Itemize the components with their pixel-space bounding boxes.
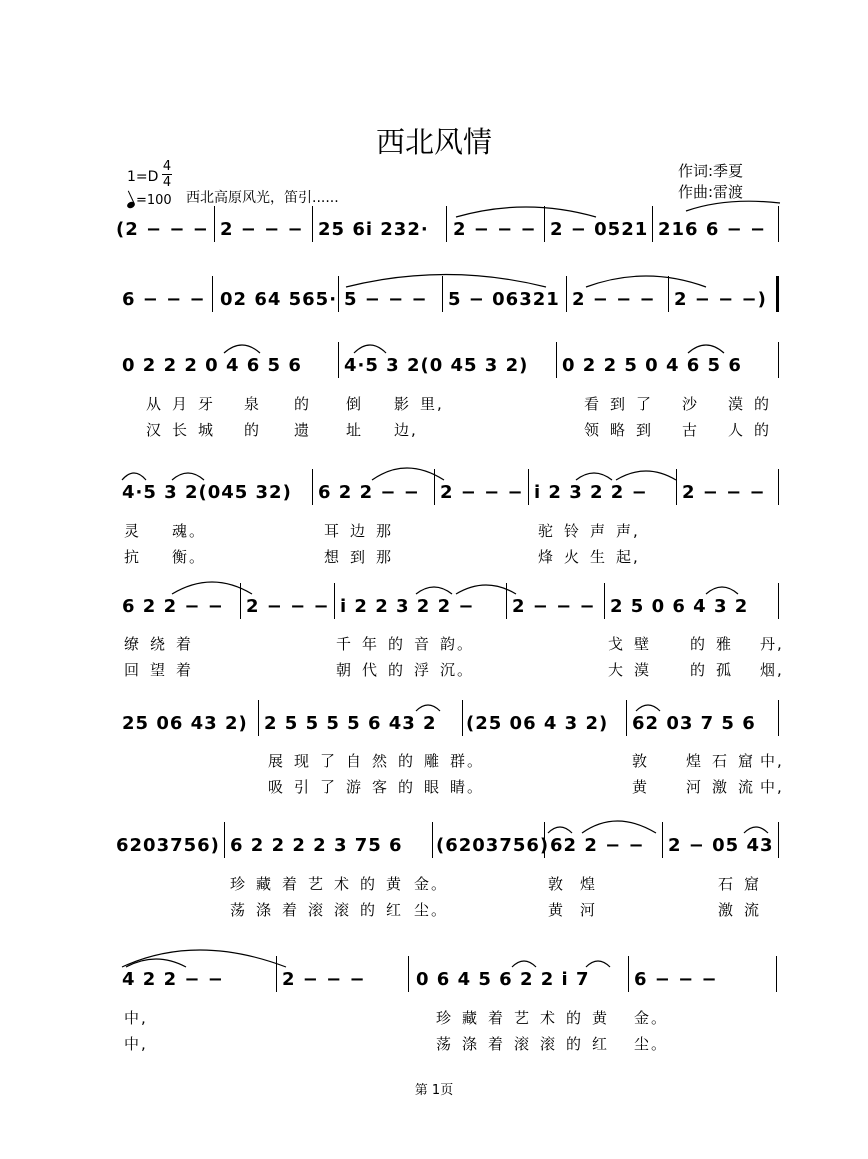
measure: 02 64 565· — [220, 289, 338, 310]
lyric-char: 煌 — [580, 875, 598, 893]
lyric-char: 滚 — [308, 901, 326, 919]
lyric-char: 敦 — [632, 752, 650, 770]
lyric-char: 涤 — [256, 901, 274, 919]
lyric-char: 中, — [124, 1035, 148, 1053]
measure: 2 − − − — [440, 482, 524, 503]
measure: 216 6 − − — [658, 219, 767, 240]
lyric-char: 的 — [566, 1035, 584, 1053]
lyric-char: 铃 — [564, 522, 582, 540]
measure: 25 06 43 2) — [122, 713, 248, 734]
lyric-char: 里, — [420, 395, 444, 413]
lyric-char: 的 — [754, 395, 772, 413]
lyric-char: 河 — [686, 778, 704, 796]
lyric-char: 荡 — [230, 901, 248, 919]
lyric-char: 金。 — [414, 875, 449, 893]
measure: 5 − − − — [344, 289, 428, 310]
lyric-char: 看 — [584, 395, 602, 413]
measure: 2 5 5 5 5 6 43 2 — [264, 713, 437, 734]
lyric-char: 丹, — [760, 635, 784, 653]
measure: 6 − − − — [634, 969, 718, 990]
lyric-char: 倒 — [346, 395, 364, 413]
lyric-char: 址 — [346, 421, 364, 439]
measure: 2 − − − — [682, 482, 766, 503]
lyric-char: 珍 — [230, 875, 248, 893]
lyric-char: 艺 — [308, 875, 326, 893]
lyric-char: 魂。 — [172, 522, 207, 540]
lyric-char: 的 — [690, 635, 708, 653]
lyric-char: 到 — [610, 395, 628, 413]
lyric-char: 韵。 — [440, 635, 475, 653]
lyric-char: 尘。 — [634, 1035, 669, 1053]
measure: i 2 2 3 2 2 − — [340, 596, 475, 617]
lyric-char: 黄 — [632, 778, 650, 796]
lyric-char: 的 — [690, 661, 708, 679]
lyric-char: 红 — [386, 901, 404, 919]
lyric-char: 从 — [146, 395, 164, 413]
lyric-char: 的 — [360, 875, 378, 893]
lyric-char: 吸 — [268, 778, 286, 796]
lyric-char: 遗 — [294, 421, 312, 439]
measure: 2 − − − — [453, 219, 537, 240]
measure: 0 6 4 5 6 2 2 i 7 — [416, 969, 590, 990]
measure: 6 − − − — [122, 289, 206, 310]
lyric-char: 城 — [198, 421, 216, 439]
lyric-char: 石 — [712, 752, 730, 770]
measure: 0 2 2 2 0 4 6 5 6 — [122, 355, 302, 376]
lyric-char: 河 — [580, 901, 598, 919]
lyric-char: 游 — [346, 778, 364, 796]
lyric-char: 烽 — [538, 548, 556, 566]
lyric-char: 艺 — [514, 1009, 532, 1027]
measure: (2 − − − — [116, 219, 209, 240]
lyric-char: 滚 — [514, 1035, 532, 1053]
measure: 62 03 7 5 6 — [632, 713, 756, 734]
lyric-char: 的 — [566, 1009, 584, 1027]
measure: 6203756) — [116, 835, 220, 856]
lyric-char: 眼 — [424, 778, 442, 796]
lyric-char: 的 — [388, 661, 406, 679]
lyric-char: 激 — [718, 901, 736, 919]
measure: 2 − − − — [246, 596, 330, 617]
lyric-char: 孤 — [716, 661, 734, 679]
song-title: 西北风情 — [375, 125, 492, 159]
lyric-char: 现 — [294, 752, 312, 770]
composer-credit: 作曲:雷渡 — [678, 183, 744, 201]
lyricist-credit: 作词:季夏 — [678, 162, 744, 180]
lyric-char: 睛。 — [450, 778, 485, 796]
lyric-char: 耳 — [324, 522, 342, 540]
lyric-char: 影 — [394, 395, 412, 413]
lyric-char: 的 — [294, 395, 312, 413]
lyric-char: 引 — [294, 778, 312, 796]
lyric-char: 珍 — [436, 1009, 454, 1027]
lyric-char: 汉 — [146, 421, 164, 439]
lyric-char: 大 — [608, 661, 626, 679]
measure: 2 5 0 6 4 3 2 — [610, 596, 749, 617]
measure: 2 − 05 43 — [668, 835, 774, 856]
lyric-char: 展 — [268, 752, 286, 770]
lyric-char: 金。 — [634, 1009, 669, 1027]
lyric-char: 然 — [372, 752, 390, 770]
lyric-char: 术 — [334, 875, 352, 893]
staff-line — [116, 219, 780, 269]
lyric-char: 边, — [394, 421, 418, 439]
lyric-char: 想 — [324, 548, 342, 566]
page-number: 第 1页 — [414, 1083, 454, 1098]
lyric-char: 声, — [616, 522, 640, 540]
lyric-char: 煌 — [686, 752, 704, 770]
lyric-char: 的 — [244, 421, 262, 439]
lyric-char: 藏 — [462, 1009, 480, 1027]
lyric-char: 泉 — [244, 395, 262, 413]
lyric-char: 的 — [388, 635, 406, 653]
lyric-char: 人 — [728, 421, 746, 439]
lyric-char: 望 — [150, 661, 168, 679]
measure: 4·5 3 2(045 32) — [122, 482, 292, 503]
lyric-char: 那 — [376, 548, 394, 566]
lyric-char: 着 — [488, 1009, 506, 1027]
lyric-char: 年 — [362, 635, 380, 653]
lyric-char: 黄 — [386, 875, 404, 893]
measure: 5 − 06321 — [448, 289, 560, 310]
lyric-char: 滚 — [540, 1035, 558, 1053]
lyric-char: 到 — [350, 548, 368, 566]
lyric-char: 中, — [760, 778, 784, 796]
time-signature — [162, 159, 172, 190]
lyric-char: 黄 — [592, 1009, 610, 1027]
staff-line — [116, 289, 780, 339]
lyric-char: 着 — [488, 1035, 506, 1053]
lyric-char: 月 — [172, 395, 190, 413]
lyric-char: 涤 — [462, 1035, 480, 1053]
lyric-char: 灵 — [124, 522, 142, 540]
lyric-char: 窟 — [738, 752, 756, 770]
lyric-char: 沙 — [682, 395, 700, 413]
measure: 6 2 2 − − — [318, 482, 420, 503]
lyric-char: 着 — [176, 635, 194, 653]
lyric-char: 群。 — [450, 752, 485, 770]
lyric-char: 自 — [346, 752, 364, 770]
lyric-char: 了 — [636, 395, 654, 413]
lyric-char: 漠 — [634, 661, 652, 679]
staff-line — [116, 355, 780, 405]
staff-line — [116, 713, 780, 763]
lyric-char: 的 — [398, 778, 416, 796]
lyric-char: 那 — [376, 522, 394, 540]
lyric-char: 激 — [712, 778, 730, 796]
measure: 25 6i 232· — [318, 219, 429, 240]
lyric-char: 领 — [584, 421, 602, 439]
lyric-char: 着 — [176, 661, 194, 679]
measure: 4·5 3 2(0 45 3 2) — [344, 355, 529, 376]
lyric-char: 黄 — [548, 901, 566, 919]
lyric-char: 红 — [592, 1035, 610, 1053]
lyric-char: 沉。 — [440, 661, 475, 679]
lyric-char: 浮 — [414, 661, 432, 679]
lyric-char: 衡。 — [172, 548, 207, 566]
lyric-char: 牙 — [198, 395, 216, 413]
lyric-char: 音 — [414, 635, 432, 653]
intro-text: 西北高原风光，笛引...... — [186, 190, 339, 206]
lyric-char: 千 — [336, 635, 354, 653]
lyric-char: 着 — [282, 875, 300, 893]
measure: 2 − 0521 — [550, 219, 649, 240]
measure: (6203756) — [436, 835, 550, 856]
lyric-char: 敦 — [548, 875, 566, 893]
lyric-char: 了 — [320, 752, 338, 770]
lyric-char: 驼 — [538, 522, 556, 540]
measure: 2 − − − — [282, 969, 366, 990]
measure: 62 2 − − — [550, 835, 645, 856]
lyric-char: 客 — [372, 778, 390, 796]
lyric-char: 雕 — [424, 752, 442, 770]
measure: i 2 3 2 2 − — [534, 482, 648, 503]
lyric-char: 代 — [362, 661, 380, 679]
lyric-char: 缭 — [124, 635, 142, 653]
lyric-char: 了 — [320, 778, 338, 796]
lyric-char: 古 — [682, 421, 700, 439]
lyric-char: 术 — [540, 1009, 558, 1027]
time-sig-top: 4 — [162, 159, 172, 174]
lyric-char: 中, — [760, 752, 784, 770]
lyric-char: 生 — [590, 548, 608, 566]
lyric-char: 流 — [744, 901, 762, 919]
lyric-char: 长 — [172, 421, 190, 439]
lyric-char: 的 — [754, 421, 772, 439]
lyric-char: 戈 — [608, 635, 626, 653]
lyric-char: 着 — [282, 901, 300, 919]
measure: (25 06 4 3 2) — [466, 713, 609, 734]
lyric-char: 荡 — [436, 1035, 454, 1053]
lyric-char: 尘。 — [414, 901, 449, 919]
lyric-char: 起, — [616, 548, 640, 566]
lyric-char: 滚 — [334, 901, 352, 919]
lyric-char: 略 — [610, 421, 628, 439]
measure: 2 − − − — [512, 596, 596, 617]
lyric-char: 烟, — [760, 661, 784, 679]
lyric-char: 藏 — [256, 875, 274, 893]
lyric-char: 的 — [398, 752, 416, 770]
tempo-value: =100 — [136, 193, 172, 208]
measure: 0 2 2 5 0 4 6 5 6 — [562, 355, 742, 376]
lyric-char: 抗 — [124, 548, 142, 566]
lyric-char: 声 — [590, 522, 608, 540]
lyric-char: 雅 — [716, 635, 734, 653]
measure: 2 − − −) — [674, 289, 767, 310]
measure: 2 − − − — [572, 289, 656, 310]
lyric-char: 的 — [360, 901, 378, 919]
measure: 2 − − − — [220, 219, 304, 240]
measure: 6 2 2 − − — [122, 596, 224, 617]
measure: 4 2 2 − − — [122, 969, 224, 990]
lyric-char: 火 — [564, 548, 582, 566]
lyric-char: 漠 — [728, 395, 746, 413]
measure: 6 2 2 2 2 3 75 6 — [230, 835, 403, 856]
lyric-char: 回 — [124, 661, 142, 679]
lyric-char: 边 — [350, 522, 368, 540]
lyric-char: 窟 — [744, 875, 762, 893]
lyric-char: 朝 — [336, 661, 354, 679]
lyric-char: 中, — [124, 1009, 148, 1027]
staff-line — [116, 482, 780, 532]
lyric-char: 到 — [636, 421, 654, 439]
key-signature: 1=D — [127, 169, 159, 185]
lyric-char: 壁 — [634, 635, 652, 653]
lyric-char: 绕 — [150, 635, 168, 653]
lyric-char: 流 — [738, 778, 756, 796]
time-sig-bottom: 4 — [162, 175, 172, 190]
lyric-char: 石 — [718, 875, 736, 893]
